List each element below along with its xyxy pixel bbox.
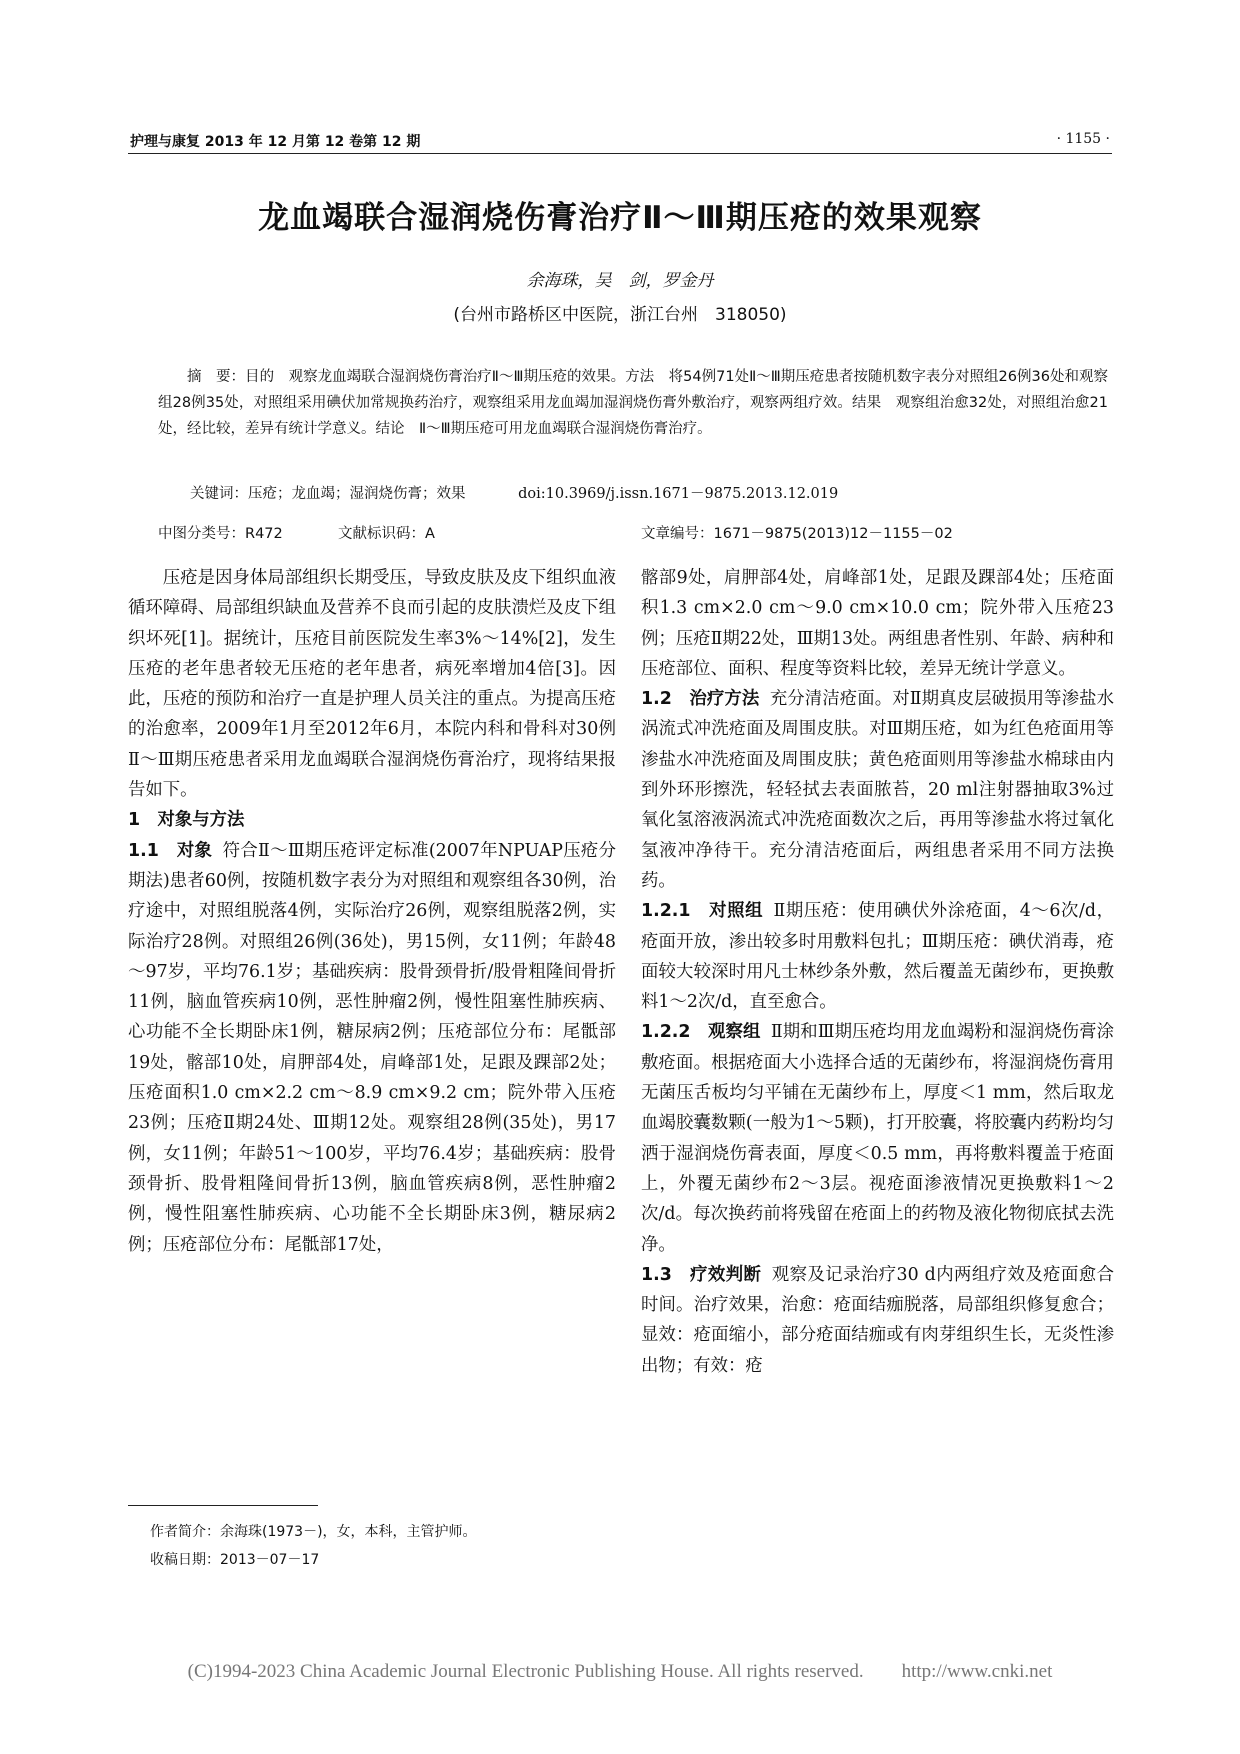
received-date: 收稿日期：2013－07－17 <box>150 1552 320 1568</box>
section-1-3-label: 1.3 疗效判断 <box>641 1264 762 1285</box>
section-1-3 <box>641 1260 1114 1381</box>
article-number: 文章编号：1671－9875(2013)12－1155－02 <box>641 526 953 542</box>
page-number: · 1155 · <box>1056 131 1110 147</box>
doi[interactable]: doi:10.3969/j.issn.1671－9875.2013.12.019 <box>518 486 839 502</box>
keywords: 关键词：压疮；龙血竭；湿润烧伤膏；效果 <box>190 486 466 502</box>
document-code: 文献标识码：A <box>338 526 435 542</box>
author-note: 作者简介：余海珠(1973－)，女，本科，主管护师。 <box>150 1524 477 1540</box>
footnote-rule <box>128 1505 318 1506</box>
continued-paragraph: 髂部9处，肩胛部4处，肩峰部1处，足跟及踝部4处；压疮面积1.3 cm×2.0 cm～9.0 cm×10.0 cm；院外带入压疮23例；压疮Ⅱ期22处，Ⅲ期13处。两组患者性别、年龄、病种和压疮部位、面积、程度等资料比较，差异无统计学意义。 <box>641 568 1114 679</box>
section-1-1-text: 符合Ⅱ～Ⅲ期压疮评定标准(2007年NPUAP压疮分期法)患者60例，按随机数字表分为对照组和观察组各30例，治疗途中，对照组脱落4例，实际治疗26例，观察组脱落2例，实际治疗28例。对照组26例(36处)，男15例，女11例；年龄48～97岁，平均76.1岁；基础疾病：股骨颈骨折/股骨粗隆间骨折11例，脑血管疾病10例，恶性肿瘤2例，慢性阻塞性肺疾病、心功能不全长期卧床1例，糖尿病2例；压疮部位分布：尾骶部19处，髂部10处，肩胛部4处，肩峰部1处，足跟及踝部2处；压疮面积1.0 cm×2.2 cm～8.9 cm×9.2 cm；院外带入压疮23例；压疮Ⅱ期24处、Ⅲ期12处。观察组28例(35处)，男17例，女11例；年龄51～100岁，平均76.4岁；基础疾病：股骨颈骨折、股骨粗隆间骨折13例，脑血管疾病8例，恶性肿瘤2例，慢性阻塞性肺疾病、心功能不全长期卧床3例，糖尿病2例；压疮部位分布：尾骶部17处， <box>128 840 616 1255</box>
copyright-footer: (C)1994-2023 China Academic Journal Electronic Publishing House. All rights reserved. http://www.cnki.net <box>187 1661 1053 1682</box>
journal-info: 护理与康复 2013 年 12 月第 12 卷第 12 期 <box>130 134 421 150</box>
section-1-2-1-label: 1.2.1 对照组 <box>641 901 764 922</box>
section-1-2-label: 1.2 治疗方法 <box>641 689 760 710</box>
article-title: 龙血竭联合湿润烧伤膏治疗Ⅱ～Ⅲ期压疮的效果观察 <box>258 200 982 236</box>
affiliation: (台州市路桥区中医院，浙江台州 318050) <box>453 305 787 325</box>
section-1-2-2 <box>641 1017 1114 1259</box>
section-1-1 <box>128 836 616 1260</box>
section-1-2-2-text: Ⅱ期和Ⅲ期压疮均用龙血竭粉和湿润烧伤膏涂敷疮面。根据疮面大小选择合适的无菌纱布，将湿润烧伤膏用无菌压舌板均匀平铺在无菌纱布上，厚度＜1 mm，然后取龙血竭胶囊数颗(一般为1～5颗)，打开胶囊，将胶囊内药粉均匀洒于湿润烧伤膏表面，厚度＜0.5 mm，再将敷料覆盖于疮面上，外覆无菌纱布2～3层。视疮面渗液情况更换敷料1～2次/d。每次换药前将残留在疮面上的药物及液化物彻底拭去洗净。 <box>641 1022 1115 1255</box>
authors: 余海珠，吴 剑，罗金丹 <box>526 271 714 291</box>
section-1-2-1-text: Ⅱ期压疮：使用碘伏外涂疮面，4～6次/d，疮面开放，渗出较多时用敷料包扎；Ⅲ期压疮：碘伏消毒，疮面较大较深时用凡士林纱条外敷，然后覆盖无菌纱布，更换敷料1～2次/d，直至愈合。 <box>641 901 1114 1013</box>
section-1-2-text: 充分清洁疮面。对Ⅱ期真皮层破损用等渗盐水涡流式冲洗疮面及周围皮肤。对Ⅲ期压疮，如为红色疮面用等渗盐水冲洗疮面及周围皮肤；黄色疮面则用等渗盐水棉球由内到外环形擦洗，轻轻拭去表面脓苔，20 ml注射器抽取3%过氧化氢溶液涡流式冲洗疮面数次之后，再用等渗盐水将过氧化氢液冲净待干。充分清洁疮面后，两组患者采用不同方法换药。 <box>641 689 1114 891</box>
intro-paragraph: 压疮是因身体局部组织长期受压，导致皮肤及皮下组织血液循环障碍、局部组织缺血及营养不良而引起的皮肤溃烂及皮下组织坏死[1]。据统计，压疮目前医院发生率3%～14%[2]，发生压疮的老年患者较无压疮的老年患者，病死率增加4倍[3]。因此，压疮的预防和治疗一直是护理人员关注的重点。为提高压疮的治愈率，2009年1月至2012年6月，本院内科和骨科对30例Ⅱ～Ⅲ期压疮患者采用龙血竭联合湿润烧伤膏治疗，现将结果报告如下。 <box>128 568 616 801</box>
left-column <box>128 563 616 1260</box>
section-1-2 <box>641 684 1114 896</box>
section-1-1-label: 1.1 对象 <box>128 840 213 861</box>
keywords-line <box>190 482 1090 503</box>
clc-number: 中图分类号：R472 <box>158 526 283 542</box>
section-1-3-text: 观察及记录治疗30 d内两组疗效及疮面愈合时间。治疗效果，治愈：疮面结痂脱落，局部组织修复愈合；显效：疮面缩小，部分疮面结痂或有肉芽组织生长，无炎性渗出物；有效：疮 <box>641 1264 1114 1376</box>
section-1-heading: 1 对象与方法 <box>128 810 245 831</box>
running-header <box>128 131 1112 154</box>
section-1-2-2-label: 1.2.2 观察组 <box>641 1022 761 1043</box>
right-column <box>641 563 1114 1381</box>
abstract: 摘 要：目的 观察龙血竭联合湿润烧伤膏治疗Ⅱ～Ⅲ期压疮的效果。方法 将54例71处Ⅱ～Ⅲ期压疮患者按随机数字表分对照组26例36处和观察组28例35处，对照组采用碘伏加常规换药治疗，观察组采用龙血竭加湿润烧伤膏外敷治疗，观察两组疗效。结果 观察组治愈32处，对照组治愈21处，经比较，差异有统计学意义。结论 Ⅱ～Ⅲ期压疮可用龙血竭联合湿润烧伤膏治疗。 <box>158 369 1108 437</box>
section-1-2-1 <box>641 896 1114 1017</box>
